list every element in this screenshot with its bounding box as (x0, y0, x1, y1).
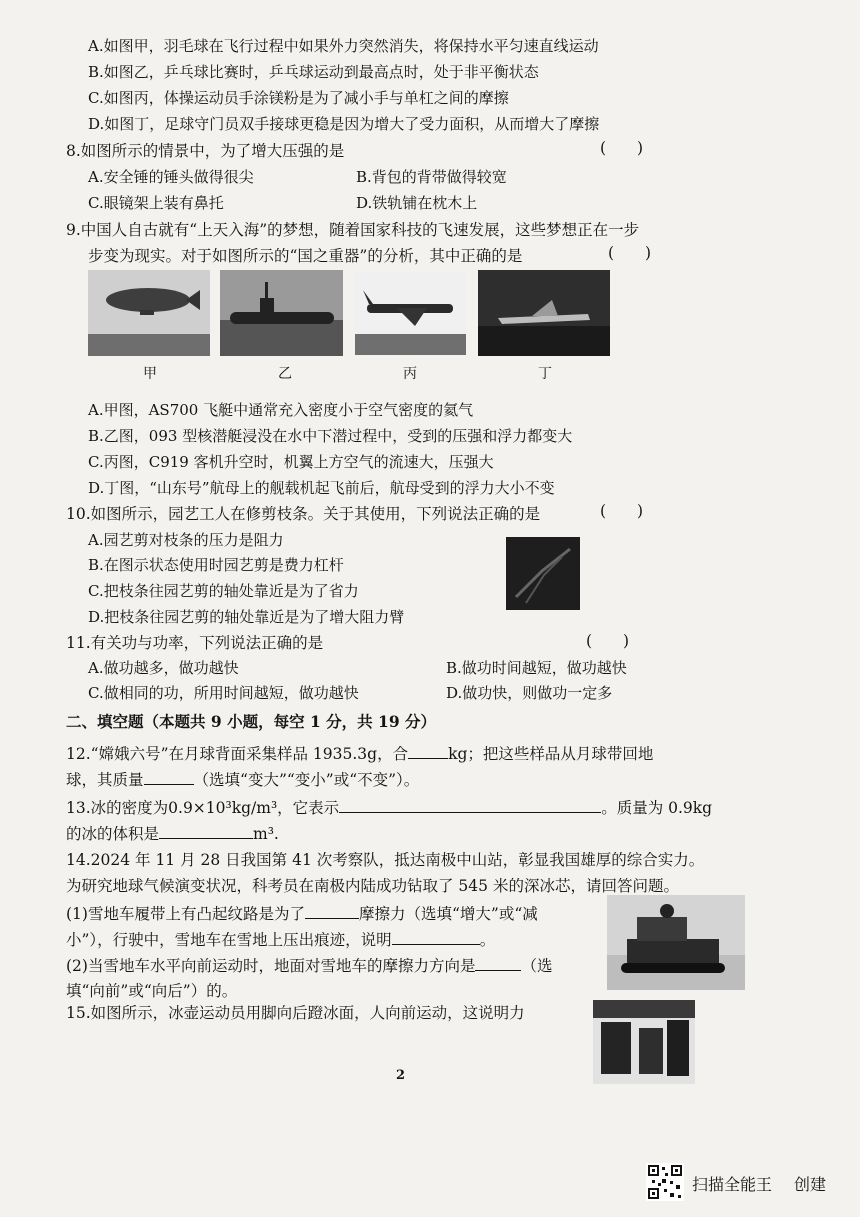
q10-option-c: C.把枝条往园艺剪的轴处靠近是为了省力 (88, 582, 359, 600)
footer-action: 创建 (794, 1175, 827, 1194)
q14-blank-friction[interactable] (305, 903, 359, 919)
q8-option-d: D.铁轨铺在枕木上 (356, 194, 478, 212)
q7-option-b: B.如图乙，乒乓球比赛时，乒乓球运动到最高点时，处于非平衡状态 (88, 63, 539, 81)
q10-option-a: A.园艺剪对枝条的压力是阻力 (88, 531, 284, 549)
q14-text-2b: （选 (521, 957, 553, 975)
q15-line1: 15.如图所示，冰壶运动员用脚向后蹬冰面，人向前运动，这说明力 (66, 1004, 525, 1022)
caption-bing: 丙 (403, 366, 417, 382)
q10-option-d: D.把枝条往园艺剪的轴处靠近是为了增大阻力臂 (88, 608, 405, 626)
q14-part1-line1 (66, 903, 538, 924)
q9-option-d: D.丁图，“山东号”航母上的舰载机起飞前后，航母受到的浮力大小不变 (88, 479, 555, 497)
q7-option-c: C.如图丙，体操运动员手涂镁粉是为了减小手与单杠之间的摩擦 (88, 89, 509, 107)
q13-blank-meaning[interactable] (339, 797, 601, 813)
q14-part1-line2 (66, 929, 495, 950)
q14-text-1d: 。 (479, 931, 496, 949)
q10-stem: 10.如图所示，园艺工人在修剪枝条。关于其使用，下列说法正确的是 (66, 505, 541, 523)
airliner-photo (355, 272, 466, 355)
q14-line1: 14.2024 年 11 月 28 日我国第 41 次考察队，抵达南极中山站，彰显我国雄厚的综合实力。 (66, 851, 705, 869)
q14-part2-line1 (66, 955, 552, 976)
q13-blank-volume[interactable] (159, 823, 253, 839)
q9-stem-line2: 步变为现实。对于如图所示的“国之重器”的分析，其中正确的是 (88, 247, 523, 265)
q12-text-2b: （选填“变大”“变小”或“不变”）。 (193, 771, 420, 789)
q11-stem: 11.有关功与功率，下列说法正确的是 (66, 634, 324, 652)
q9-option-a: A.甲图，AS700 飞艇中通常充入密度小于空气密度的氦气 (88, 401, 474, 419)
q13-text-1b: 。质量为 0.9kg (601, 799, 713, 817)
q10-answer-bracket: ( ) (600, 502, 644, 520)
q12-blank-kg[interactable] (408, 743, 448, 759)
caption-ding: 丁 (538, 366, 552, 382)
q10-option-b: B.在图示状态使用时园艺剪是费力杠杆 (88, 556, 344, 574)
page-number: 2 (396, 1068, 406, 1083)
airship-photo (88, 270, 210, 356)
q11-option-a: A.做功越多，做功越快 (88, 659, 239, 677)
q13-text-2b: m³. (253, 825, 279, 843)
q8-option-a: A.安全锤的锤头做得很尖 (88, 168, 254, 186)
q13-line1 (66, 797, 712, 818)
q11-answer-bracket: ( ) (586, 632, 630, 650)
q14-line2: 为研究地球气候演变状况，科考员在南极内陆成功钻取了 545 米的深冰芯，请回答问题。 (66, 877, 679, 895)
pruning-shears-photo (506, 537, 580, 610)
snowmobile-photo (607, 895, 745, 990)
q12-text-1b: kg；把这些样品从月球带回地 (448, 745, 654, 763)
section-heading-fill-in: 二、填空题（本题共 9 小题，每空 1 分，共 19 分） (66, 712, 437, 731)
q13-line2 (66, 823, 279, 844)
footer-app-name: 扫描全能王 (692, 1175, 773, 1194)
q12-blank-mass[interactable] (144, 769, 194, 785)
q13-text-1a: 13.冰的密度为0.9×10³kg/m³，它表示 (66, 799, 340, 817)
q8-option-b: B.背包的背带做得较宽 (356, 168, 507, 186)
q9-option-b: B.乙图，093 型核潜艇浸没在水中下潜过程中，受到的压强和浮力都变大 (88, 427, 573, 445)
q12-text-1a: 12.“嫦娥六号”在月球背面采集样品 1935.3g，合 (66, 745, 409, 763)
q14-text-2a: (2)当雪地车水平向前运动时，地面对雪地车的摩擦力方向是 (66, 957, 476, 975)
q7-option-d: D.如图丁，足球守门员双手接球更稳是因为增大了受力面积，从而增大了摩擦 (88, 115, 600, 133)
q8-option-c: C.眼镜架上装有鼻托 (88, 194, 224, 212)
q11-option-b: B.做功时间越短，做功越快 (446, 659, 627, 677)
curling-photo (593, 1000, 695, 1084)
qr-code-icon (646, 1163, 684, 1201)
q8-stem: 8.如图所示的情景中，为了增大压强的是 (66, 142, 345, 160)
q14-text-1a: (1)雪地车履带上有凸起纹路是为了 (66, 905, 305, 923)
q14-text-1c: 小”），行驶中，雪地车在雪地上压出痕迹，说明 (66, 931, 392, 949)
q9-stem-line1: 9.中国人自古就有“上天入海”的梦想，随着国家科技的飞速发展，这些梦想正在一步 (66, 221, 640, 239)
q9-option-c: C.丙图，C919 客机升空时，机翼上方空气的流速大，压强大 (88, 453, 494, 471)
caption-jia: 甲 (143, 366, 157, 382)
caption-yi: 乙 (278, 366, 292, 382)
q14-blank-direction[interactable] (475, 955, 521, 971)
q9-answer-bracket: ( ) (608, 244, 652, 262)
q14-text-1b: 摩擦力（选填“增大”或“减 (358, 905, 538, 923)
q11-option-d: D.做功快，则做功一定多 (446, 684, 613, 702)
q14-blank-trace[interactable] (392, 929, 480, 945)
submarine-photo (220, 270, 343, 356)
q7-option-a: A.如图甲，羽毛球在飞行过程中如果外力突然消失，将保持水平匀速直线运动 (88, 37, 599, 55)
q11-option-c: C.做相同的功，所用时间越短，做功越快 (88, 684, 359, 702)
q12-text-2a: 球，其质量 (66, 771, 144, 789)
q12-line2 (66, 769, 419, 790)
q8-answer-bracket: ( ) (600, 139, 644, 157)
carrier-jet-photo (478, 270, 610, 356)
q14-part2-line2: 填“向前”或“向后”）的。 (66, 982, 238, 1000)
q13-text-2a: 的冰的体积是 (66, 825, 160, 843)
q12-line1 (66, 743, 653, 764)
